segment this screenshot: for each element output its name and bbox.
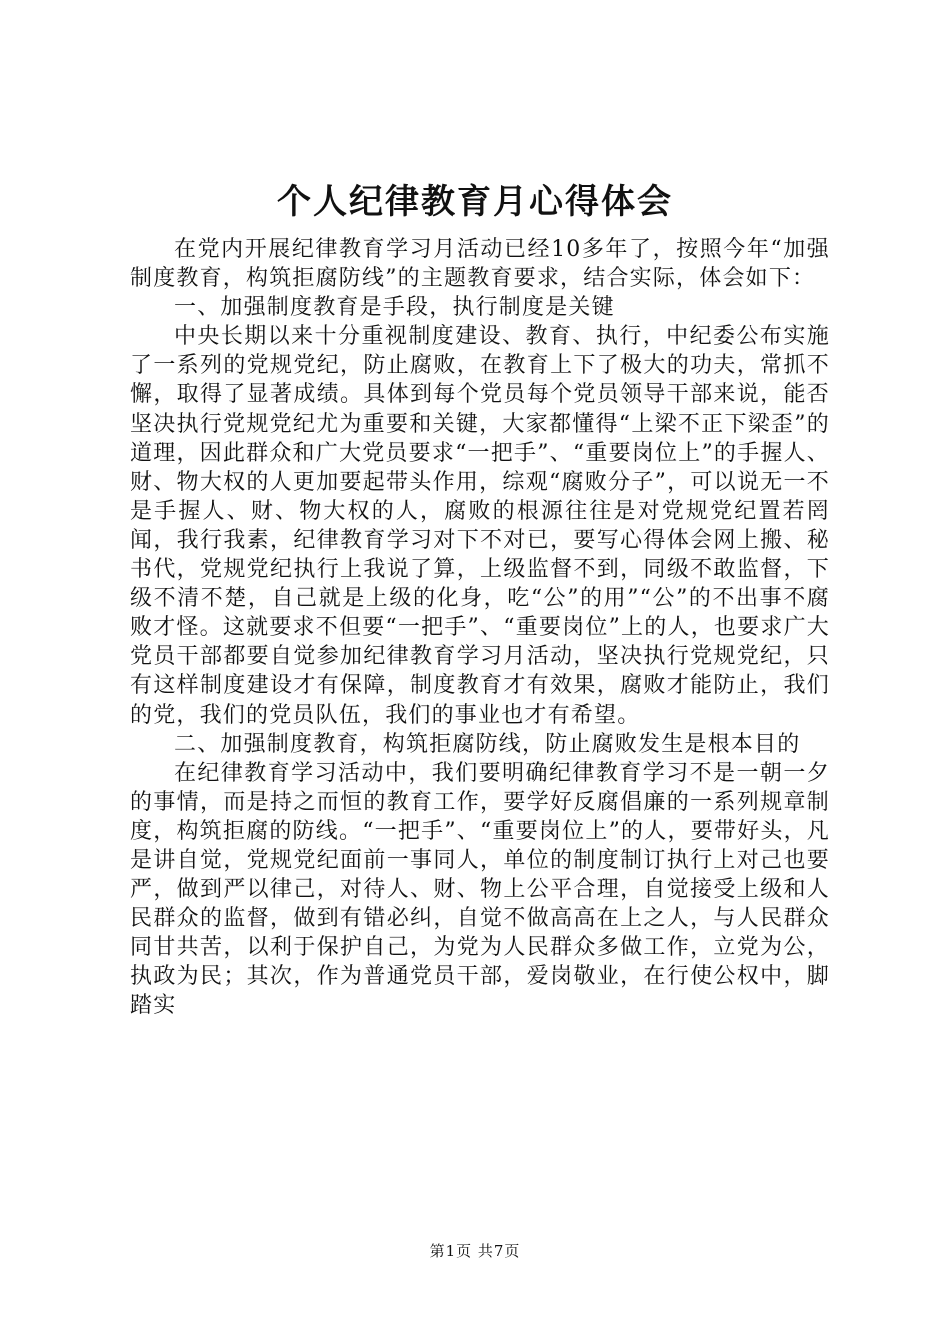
section-heading-1: 一、加强制度教育是手段，执行制度是关键 [174,295,615,321]
section-heading-2: 二、加强制度教育，构筑拒腐防线，防止腐败发生是根本目的 [174,731,801,757]
page-number-footer: 第1页 共7页 [429,1242,521,1260]
paragraph-section-2: 在纪律教育学习活动中，我们要明确纪律教育学习不是一朝一夕的事情，而是持之而恒的教育工作，要学好反腐倡廉的一系列规章制度，构筑拒腐的防线。“一把手”、“重要岗位上”的人，要带好头，凡是讲自觉，党规党纪面前一事同人，单位的制度制订执行上对己也要严，做到严以律己，对待人、财、物上公平合理，自觉接受上级和人民群众的监督，做到有错必纠，自觉不做高高在上之人，与人民群众同甘共苦，以利于保护自己，为党为人民群众多做工作，立党为公，执政为民；其次，作为普通党员干部，爱岗敬业，在行使公权中，脚踏实 [130,760,830,1019]
paragraph-section-1: 中央长期以来十分重视制度建设、教育、执行，中纪委公布实施了一系列的党规党纪，防止腐败，在教育上下了极大的功夫，常抓不懈，取得了显著成绩。具体到每个党员每个党员领导干部来说，能否坚决执行党规党纪尤为重要和关键，大家都懂得“上梁不正下梁歪”的道理，因此群众和广大党员要求“一把手”、“重要岗位上”的手握人、财、物大权的人更加要起带头作用，综观“腐败分子”，可以说无一不是手握人、财、物大权的人，腐败的根源往往是对党规党纪置若罔闻，我行我素，纪律教育学习对下不对已，要写心得体会网上搬、秘书代，党规党纪执行上我说了算，上级监督不到，同级不敢监督，下级不清不楚，自己就是上级的化身，吃“公”的用”“公”的不出事不腐败才怪。这就要求不但要“一把手”、“重要岗位”上的人，也要求广大党员干部都要自觉参加纪律教育学习月活动，坚决执行党规党纪，只有这样制度建设才有保障，制度教育才有效果，腐败才能防止，我们的党，我们的党员队伍，我们的事业也才有希望。 [130,324,830,728]
document-title: 个人纪律教育月心得体会 [277,182,673,222]
paragraph-intro: 在党内开展纪律教育学习月活动已经10多年了，按照今年“加强制度教育，构筑拒腐防线”的主题教育要求，结合实际，体会如下： [130,237,830,292]
document-body [130,235,830,1021]
